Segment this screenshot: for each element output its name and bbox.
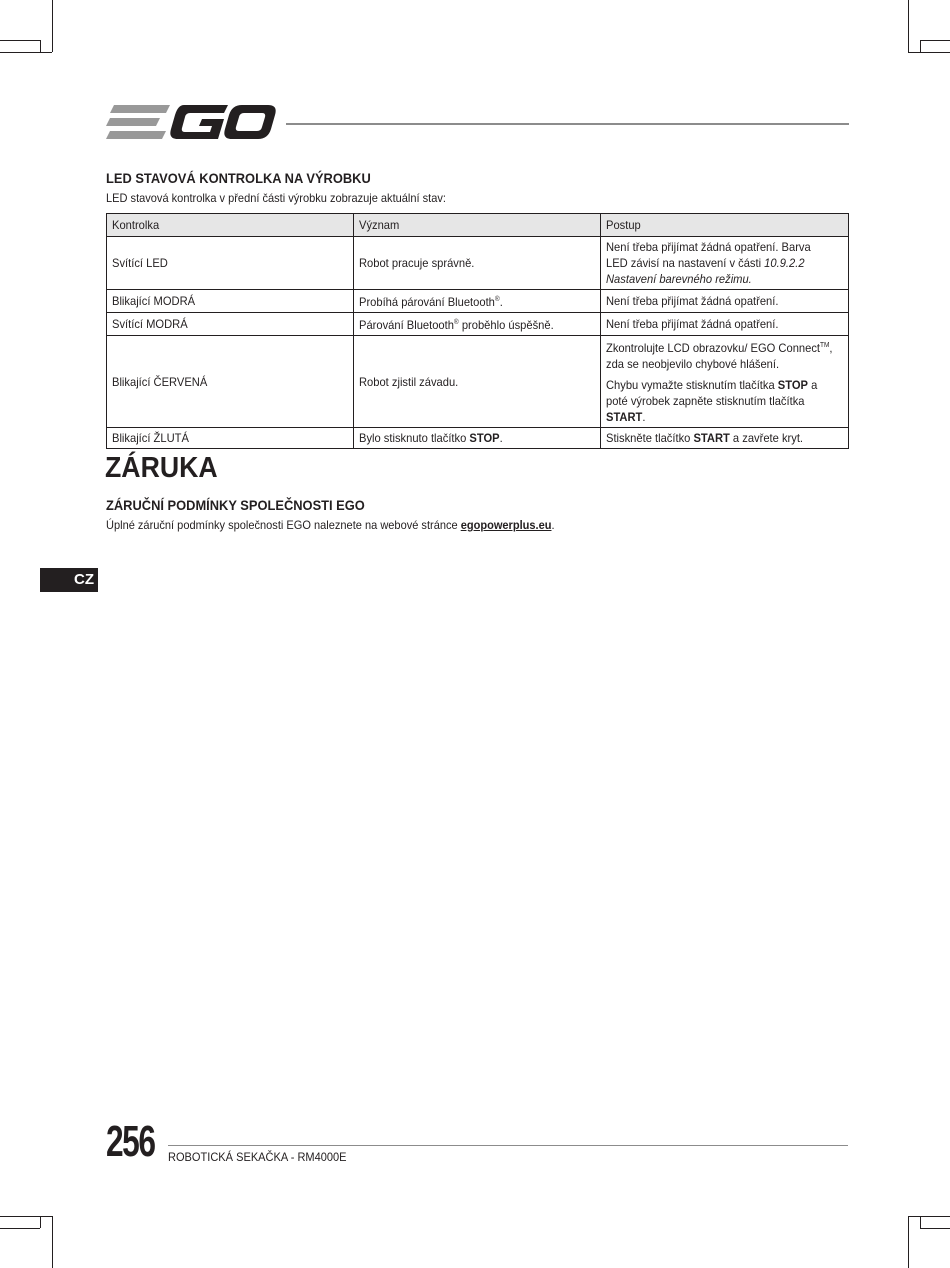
led-status-table: [106, 213, 849, 449]
cell-kontrolka: Svítící LED: [107, 237, 354, 290]
table-row: [107, 313, 849, 336]
crop-mark-bottom-left-h: [0, 1216, 52, 1217]
cell-kontrolka: Svítící MODRÁ: [107, 313, 354, 336]
crop-mark-top-left-h: [0, 40, 40, 41]
cell-postup: Zkontrolujte LCD obrazovku/ EGO Connect™, zda se neobjevilo chybové hlášení. Chybu vymažte stisknutím tlačítka STOP a poté výrobek zapněte stisknutím tlačítka START.: [601, 336, 849, 428]
page-number: 256: [106, 1117, 155, 1166]
table-header-kontrolka: Kontrolka: [107, 214, 354, 237]
table-row: [107, 428, 849, 449]
led-section-heading: LED STAVOVÁ KONTROLKA NA VÝROBKU: [106, 170, 371, 186]
warranty-link[interactable]: egopowerplus.eu: [460, 518, 552, 532]
crop-mark-top-left-v: [52, 0, 53, 52]
table-header-row: [107, 214, 849, 237]
cell-postup: Není třeba přijímat žádná opatření. Barva LED závisí na nastavení v části 10.9.2.2 Nastavení barevného režimu.: [601, 237, 849, 290]
crop-mark-top-right-v: [908, 0, 909, 52]
crop-mark-bottom-right-h2: [920, 1228, 950, 1229]
cell-kontrolka: Blikající ŽLUTÁ: [107, 428, 354, 449]
warranty-text: Úplné záruční podmínky společnosti EGO naleznete na webové stránce egopowerplus.eu.: [106, 518, 555, 532]
led-section-intro: LED stavová kontrolka v přední části výrobku zobrazuje aktuální stav:: [106, 191, 446, 205]
table-header-postup: Postup: [601, 214, 849, 237]
table-row: [107, 237, 849, 290]
crop-mark-bottom-left-v: [52, 1216, 53, 1268]
crop-mark-top-right-h: [920, 40, 950, 41]
cell-kontrolka: Blikající MODRÁ: [107, 290, 354, 313]
warranty-subheading: ZÁRUČNÍ PODMÍNKY SPOLEČNOSTI EGO: [106, 497, 365, 513]
crop-mark-top-left-h2: [0, 52, 52, 53]
cell-kontrolka: Blikající ČERVENÁ: [107, 336, 354, 428]
cell-vyznam: Bylo stisknuto tlačítko STOP.: [354, 428, 601, 449]
cell-vyznam: Robot pracuje správně.: [354, 237, 601, 290]
table-row: [107, 336, 849, 428]
crop-mark-bottom-left-v2: [40, 1216, 41, 1228]
cell-postup: Není třeba přijímat žádná opatření.: [601, 313, 849, 336]
cell-postup: Není třeba přijímat žádná opatření.: [601, 290, 849, 313]
cell-vyznam: Probíhá párování Bluetooth®.: [354, 290, 601, 313]
language-tab: CZ: [40, 568, 98, 592]
crop-mark-bottom-left-h2: [0, 1228, 40, 1229]
crop-mark-top-right-h2: [908, 52, 950, 53]
section-reference: 10.9.2.2 Nastavení barevného režimu.: [606, 256, 805, 286]
table-row: [107, 290, 849, 313]
footer-title: ROBOTICKÁ SEKAČKA - RM4000E: [168, 1150, 347, 1164]
header-rule: [286, 123, 849, 125]
crop-mark-bottom-right-v2: [920, 1216, 921, 1228]
crop-mark-top-right-v2: [920, 40, 921, 52]
ego-logo: [106, 103, 276, 143]
warranty-title: ZÁRUKA: [105, 452, 218, 484]
cell-vyznam: Párování Bluetooth® proběhlo úspěšně.: [354, 313, 601, 336]
crop-mark-bottom-right-h: [908, 1216, 950, 1217]
crop-mark-bottom-right-v: [908, 1216, 909, 1268]
footer-rule: [168, 1145, 848, 1146]
crop-mark-top-left-v2: [40, 40, 41, 52]
cell-postup: Stiskněte tlačítko START a zavřete kryt.: [601, 428, 849, 449]
cell-vyznam: Robot zjistil závadu.: [354, 336, 601, 428]
table-header-vyznam: Význam: [354, 214, 601, 237]
